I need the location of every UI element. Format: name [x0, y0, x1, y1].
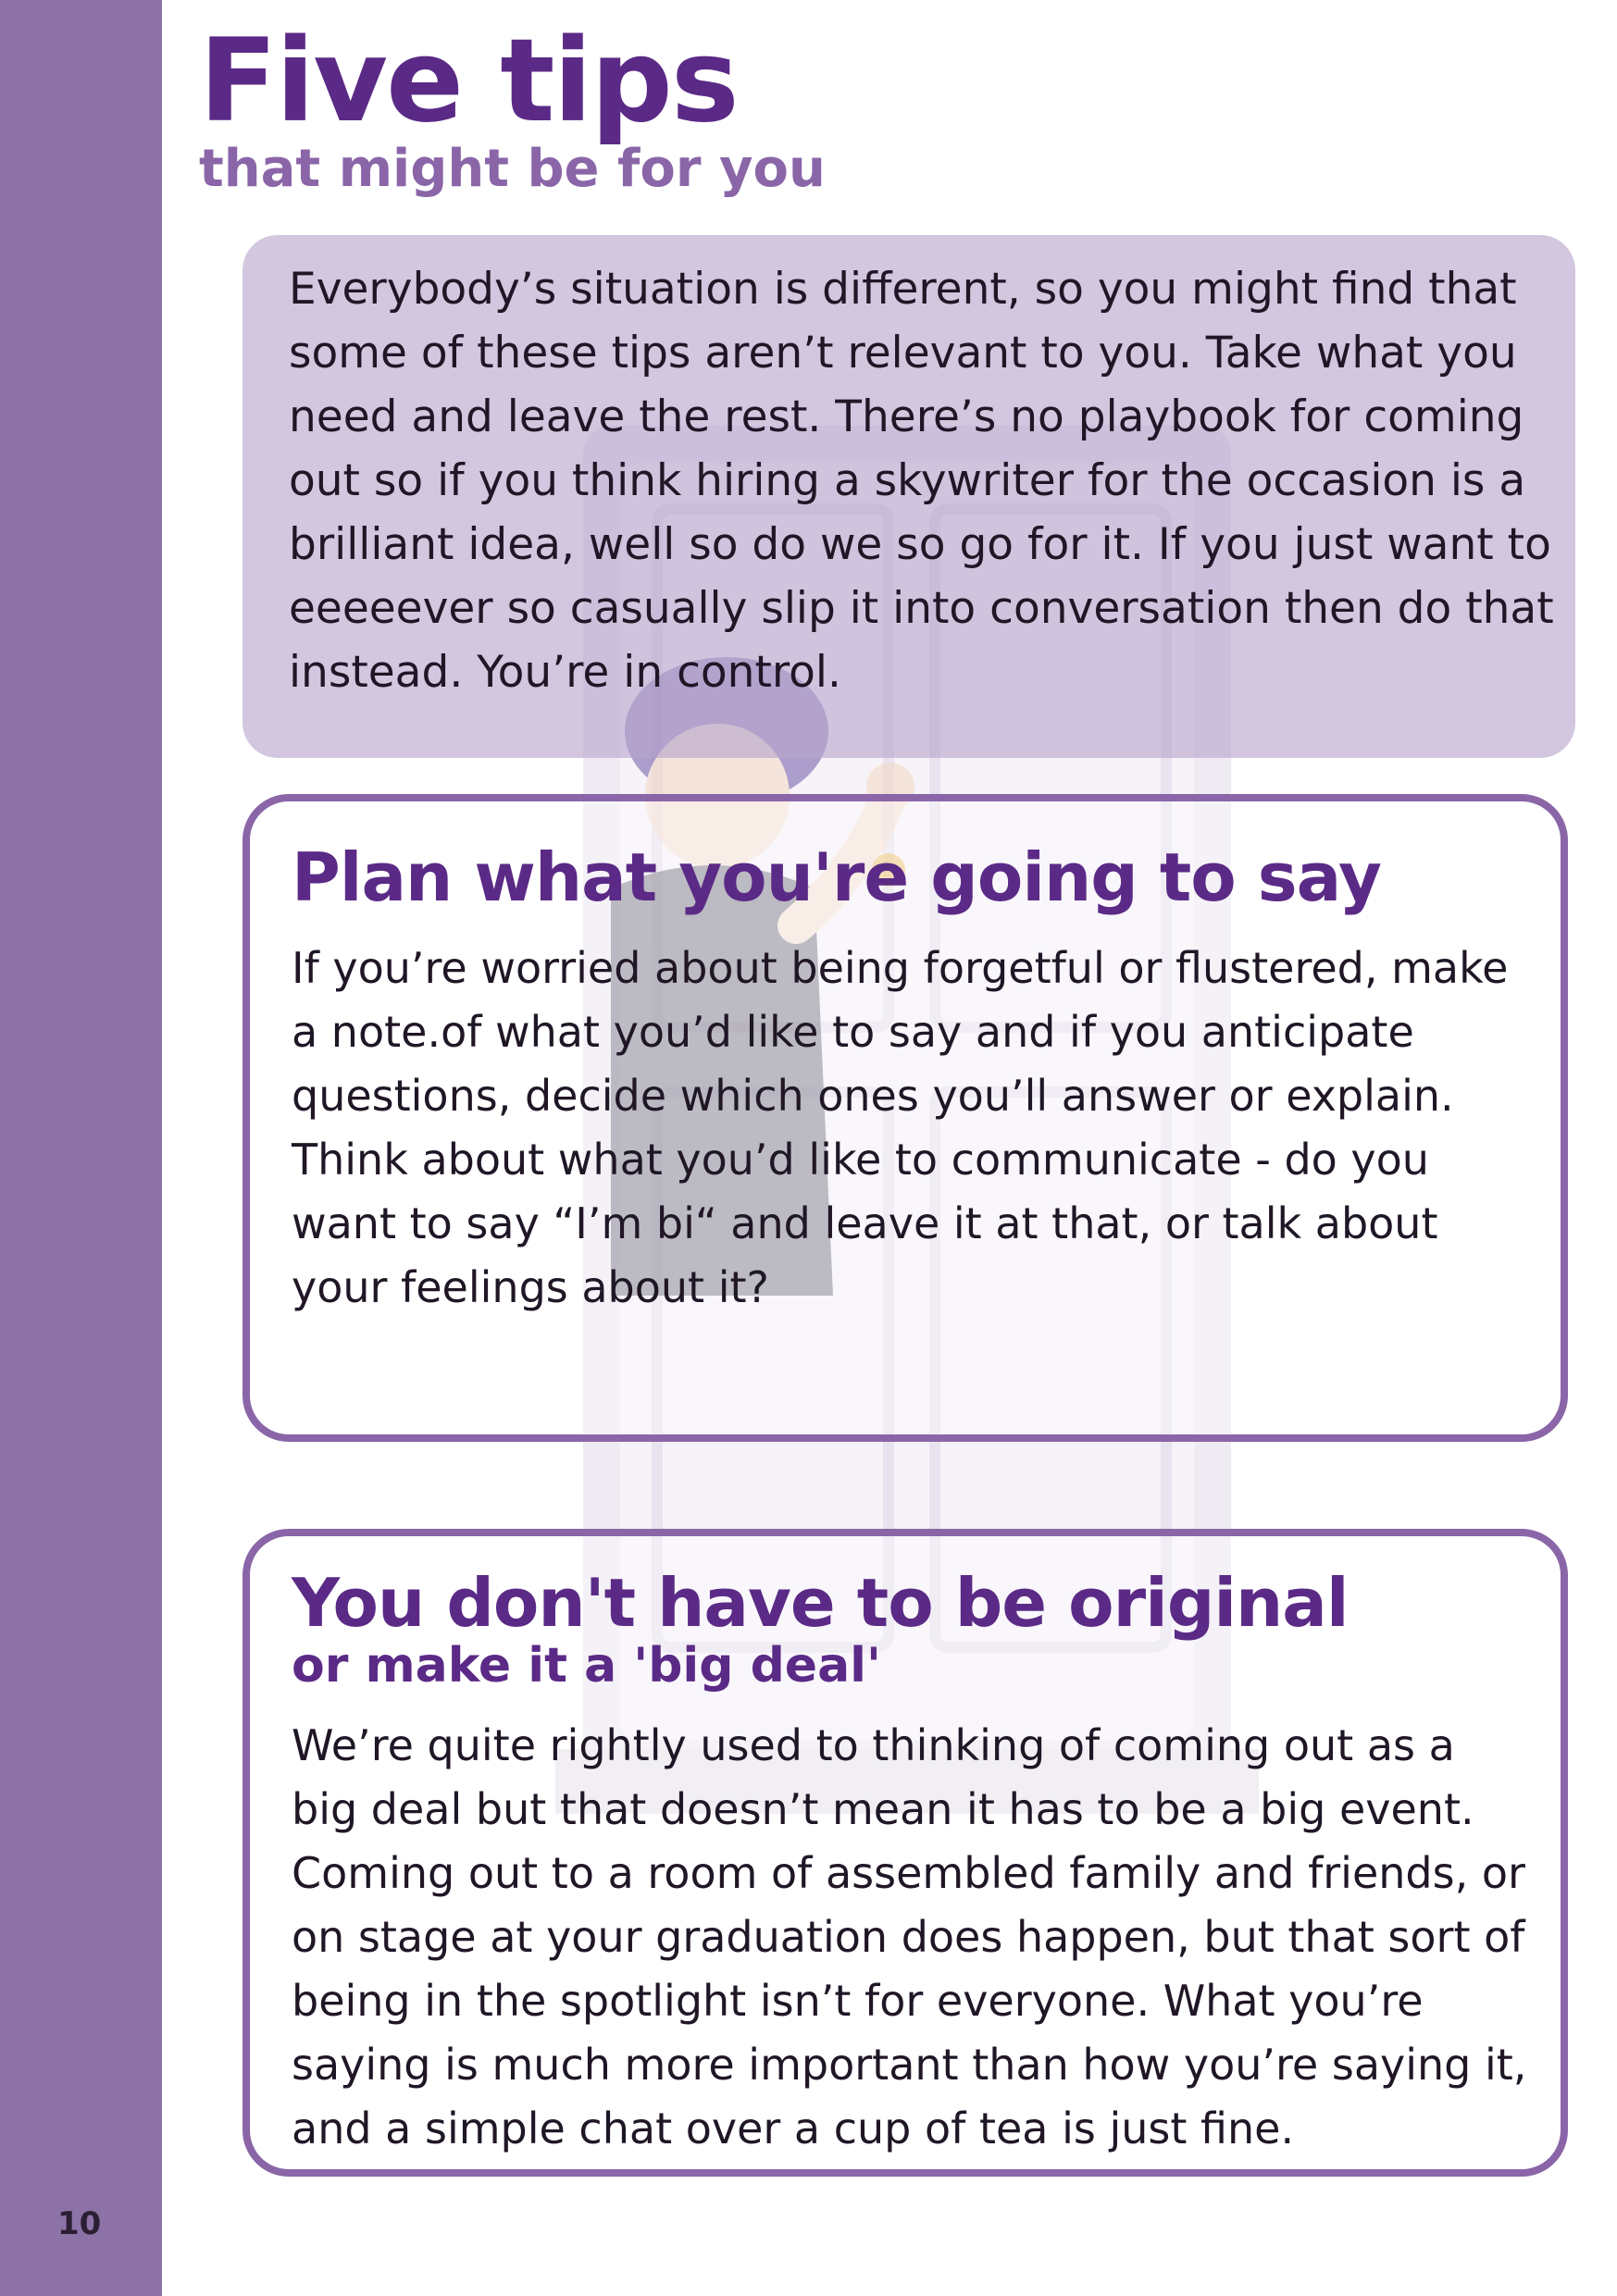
page-subtitle: that might be for you — [199, 139, 826, 199]
intro-text: Everybody’s situation is different, so you might find that some of these tips aren’t relevant to you. Take what you need and leave the rest. There’s no playbook for coming out so if you think hiring a skywriter for the occasion is a brilliant idea, well so do we so go for it. If you just want to eeeeever so casually slip it into conversation then do that instead. You’re in control. — [289, 264, 1554, 698]
tip-card-plan — [243, 794, 1568, 1442]
tip-body: We’re quite rightly used to thinking of coming out as a big deal but that doesn’t mean it has to be a big event. Coming out to a room of assembled family and friends, or on stage at your graduation does happen, but that sort of being in the spotlight isn’t for everyone. What you’re saying is much more important than how you’re saying it, and a simple chat over a cup of tea is just fine. — [292, 1720, 1527, 2153]
tip-subheading: or make it a 'big deal' — [292, 1638, 881, 1694]
tip-card-original — [243, 1529, 1568, 2177]
tip-body: If you’re worried about being forgetful or flustered, make a note.of what you’d like to say and if you anticipate questions, decide which ones you’ll answer or explain. Think about what you’d like to communicate - do you want to say “I’m bi“ and leave it at that, or talk about your feelings about it? — [292, 943, 1509, 1312]
tip-heading: Plan what you're going to say — [292, 838, 1381, 916]
page-number: 10 — [57, 2205, 102, 2242]
intro-box — [243, 235, 1575, 758]
tip-heading: You don't have to be original — [292, 1564, 1349, 1642]
page-title: Five tips — [199, 15, 738, 148]
sidebar-band — [0, 0, 162, 2296]
